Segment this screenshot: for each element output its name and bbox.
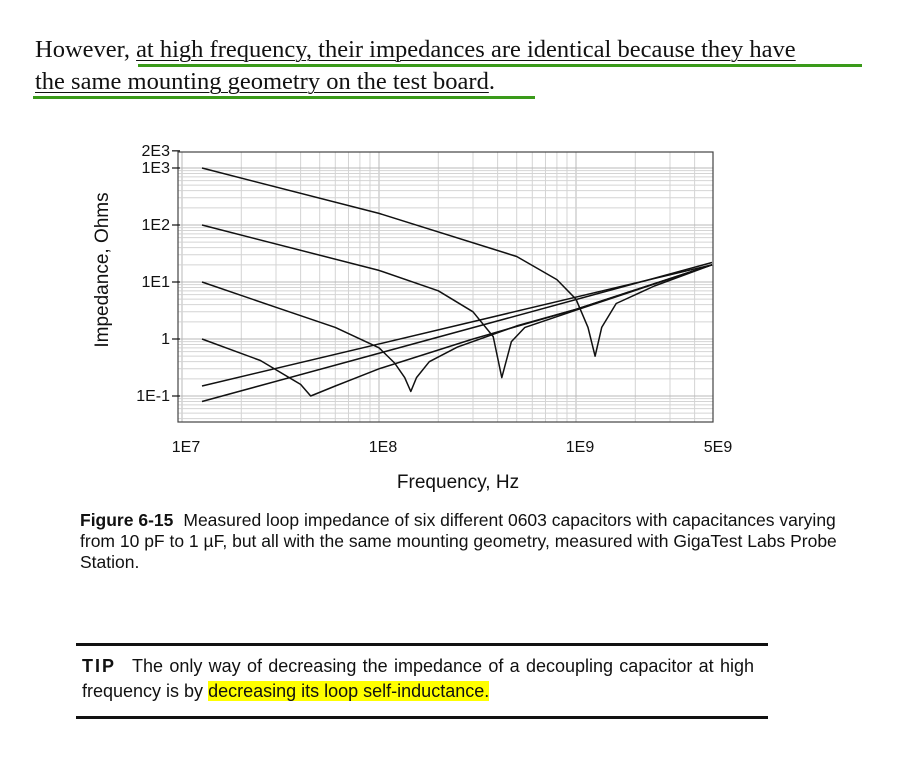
tip-label: TIP [82, 656, 117, 676]
tip-text: The only way of decreasing the impedance of a decoupling capacitor at high frequency is by [82, 656, 754, 701]
tip-top-rule [76, 643, 768, 646]
grid [178, 152, 713, 422]
y-tick-label: 1E3 [141, 160, 170, 177]
tip-bottom-rule [76, 716, 768, 719]
caption-label: Figure 6-15 [80, 510, 174, 530]
tip-highlight: decreasing its loop self-inductance. [208, 681, 490, 701]
x-ticks [172, 439, 733, 456]
caption-text: Measured loop impedance of six different 0603 capacitors with capacitances varying from 10 pF to 1 µF, but all with the same mounting geometry, measured with GigaTest Labs Probe Station. [80, 510, 837, 572]
para-trail: . [488, 68, 495, 95]
x-axis-title: Frequency, Hz [396, 472, 520, 493]
x-tick-label: 1E9 [565, 439, 595, 456]
figure-caption [80, 510, 850, 573]
y-tick-label: 1 [161, 331, 170, 348]
x-tick-label: 5E9 [703, 439, 733, 456]
y-tick-label: 1E-1 [136, 388, 170, 405]
y-tick-label: 1E1 [141, 274, 170, 291]
para-highlight-2: the same mounting geometry on the test board [35, 68, 489, 95]
para-highlight-1: at high frequency, their impedances are identical because they have [136, 36, 796, 63]
tip-box [82, 654, 754, 704]
para-lead: However, [35, 36, 137, 63]
y-ticks [136, 143, 180, 405]
plot-frame [178, 152, 713, 422]
y-tick-label: 2E3 [141, 142, 170, 160]
y-axis-title: Impedance, Ohms [92, 192, 113, 348]
y-tick-label: 1E2 [141, 217, 170, 234]
x-tick-label: 1E8 [368, 439, 398, 456]
x-tick-label: 1E7 [171, 439, 201, 456]
